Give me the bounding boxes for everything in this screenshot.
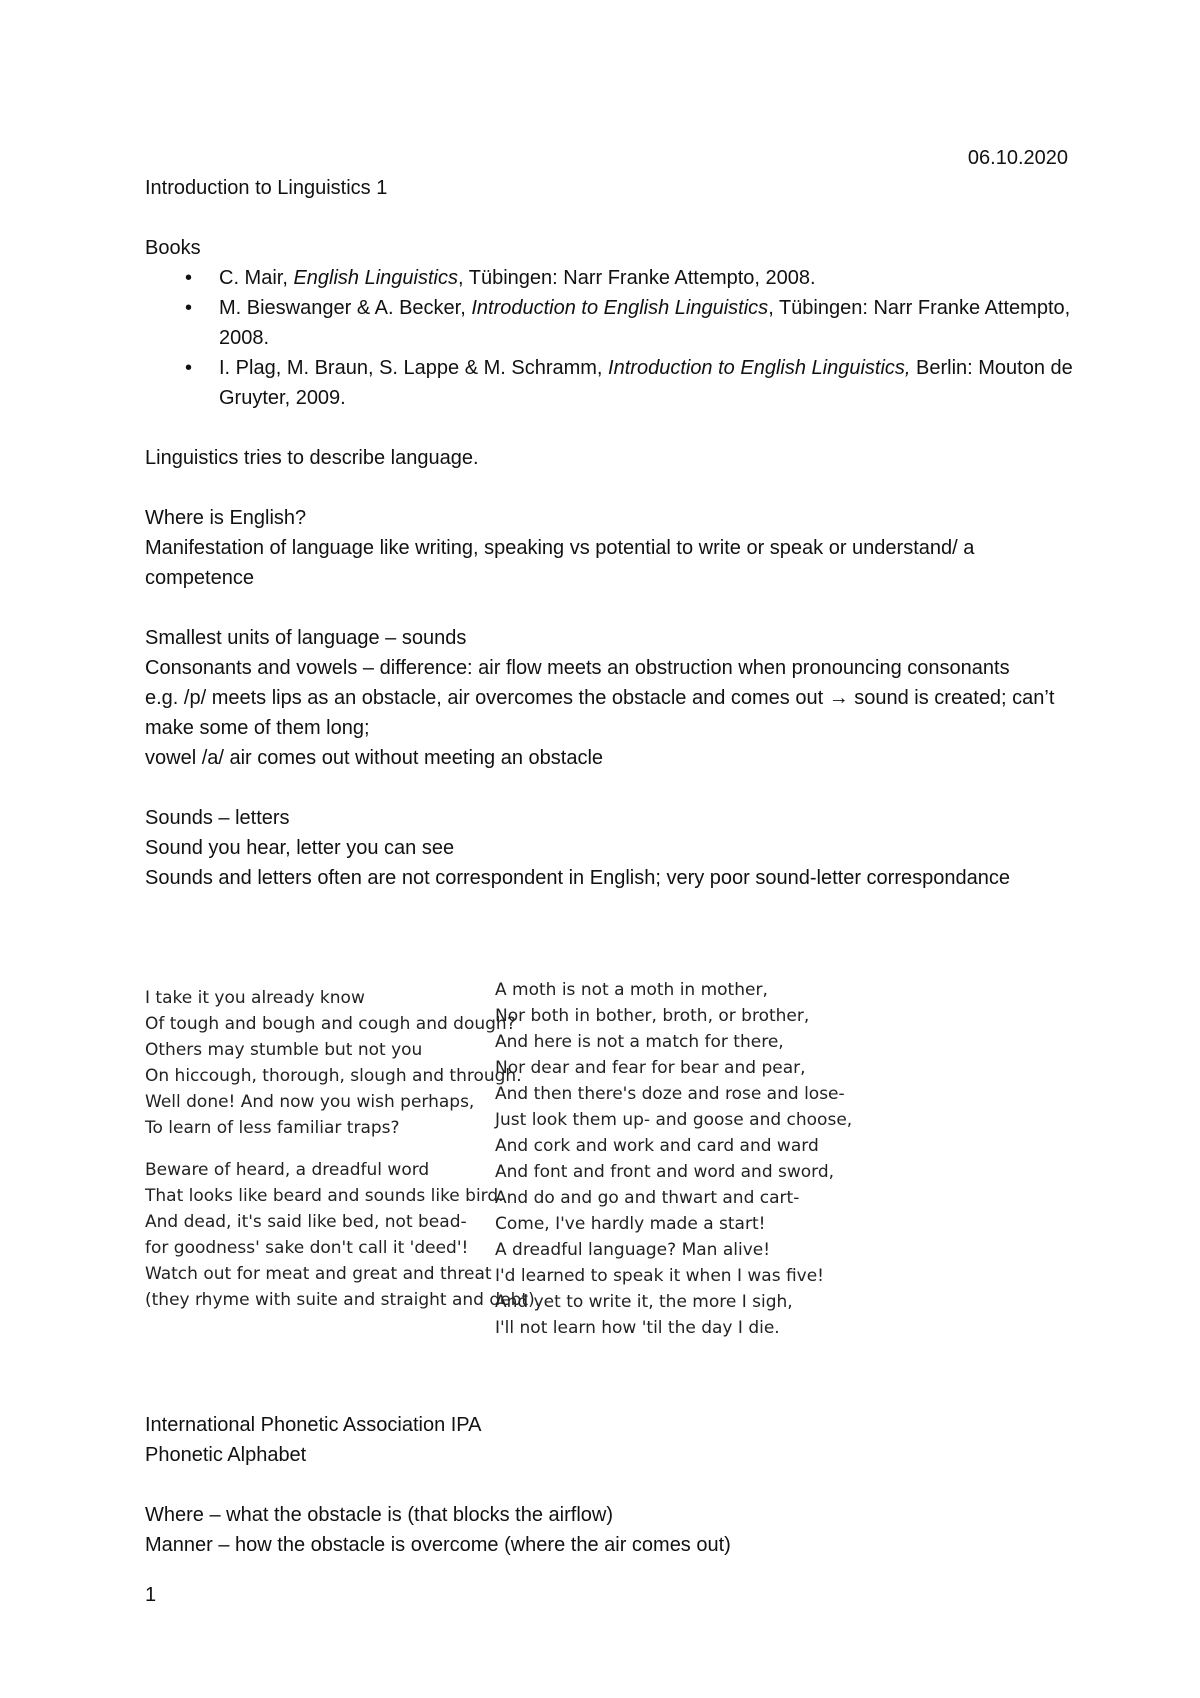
poem-right-column bbox=[495, 977, 852, 1341]
letters-heading: Sounds – letters bbox=[145, 807, 290, 829]
poem-line: And dead, it's said like bed, not bead- bbox=[145, 1212, 467, 1232]
poem-line: And yet to write it, the more I sigh, bbox=[495, 1292, 793, 1312]
poem-line: And cork and work and card and ward bbox=[495, 1136, 819, 1156]
book-item: • C. Mair, English Linguistics, Tübingen: Narr Franke Attempto, 2008. bbox=[145, 263, 1085, 293]
poem-line: Nor dear and fear for bear and pear, bbox=[495, 1058, 806, 1078]
page-number: 1 bbox=[145, 1584, 157, 1606]
poem-line: I'd learned to speak it when I was five! bbox=[495, 1266, 824, 1286]
poem-line: On hiccough, thorough, slough and through. bbox=[145, 1066, 522, 1086]
bullet-icon: • bbox=[185, 267, 193, 289]
ipa-subheading: Phonetic Alphabet bbox=[145, 1444, 307, 1466]
poem-line: I take it you already know bbox=[145, 988, 365, 1008]
poem-line: for goodness' sake don't call it 'deed'! bbox=[145, 1238, 469, 1258]
books-list bbox=[145, 263, 1085, 413]
poem-line: That looks like beard and sounds like bird. bbox=[145, 1186, 504, 1206]
book-title: English Linguistics bbox=[293, 267, 458, 289]
letters-line: Sound you hear, letter you can see bbox=[145, 837, 455, 859]
book-title: Introduction to English Linguistics, bbox=[608, 357, 911, 379]
books-heading: Books bbox=[145, 237, 201, 259]
poem-line: Come, I've hardly made a start! bbox=[495, 1214, 766, 1234]
main-content bbox=[145, 173, 1085, 893]
poem-line: (they rhyme with suite and straight and debt). bbox=[145, 1290, 541, 1310]
bullet-icon: • bbox=[185, 297, 193, 319]
poem-line: Beware of heard, a dreadful word bbox=[145, 1160, 430, 1180]
date: 06.10.2020 bbox=[967, 147, 1068, 169]
book-title: Introduction to English Linguistics bbox=[471, 297, 769, 319]
ipa-where: Where – what the obstacle is (that blocks the airflow) bbox=[145, 1504, 613, 1526]
poem-line: And here is not a match for there, bbox=[495, 1032, 784, 1052]
poem-line: Of tough and bough and cough and dough? bbox=[145, 1014, 516, 1034]
poem-line: Well done! And now you wish perhaps, bbox=[145, 1092, 475, 1112]
poem-line: A moth is not a moth in mother, bbox=[495, 980, 768, 1000]
page-title: Introduction to Linguistics 1 bbox=[145, 177, 388, 199]
sounds-heading: Smallest units of language – sounds bbox=[145, 627, 467, 649]
bullet-icon: • bbox=[185, 357, 193, 379]
ipa-manner: Manner – how the obstacle is overcome (where the air comes out) bbox=[145, 1534, 731, 1556]
sounds-line: Consonants and vowels – difference: air flow meets an obstruction when pronouncing consonants bbox=[145, 657, 1010, 679]
poem-line: Just look them up- and goose and choose, bbox=[495, 1110, 853, 1130]
poem-line: Watch out for meat and great and threat bbox=[145, 1264, 492, 1284]
ipa-heading: International Phonetic Association IPA bbox=[145, 1414, 482, 1436]
poem-line: Others may stumble but not you bbox=[145, 1040, 423, 1060]
ipa-section bbox=[145, 1410, 1085, 1560]
poem-line: Nor both in bother, broth, or brother, bbox=[495, 1006, 810, 1026]
book-item: • I. Plag, M. Braun, S. Lappe & M. Schramm, Introduction to English Linguistics, Berlin: Mouton de Gruyter, 2009. bbox=[145, 353, 1085, 413]
poem-line: A dreadful language? Man alive! bbox=[495, 1240, 771, 1260]
poem-line: And do and go and thwart and cart- bbox=[495, 1188, 800, 1208]
poem-line: I'll not learn how 'til the day I die. bbox=[495, 1318, 780, 1338]
poem-line: And font and front and word and sword, bbox=[495, 1162, 835, 1182]
book-item: • M. Bieswanger & A. Becker, Introduction to English Linguistics, Tübingen: Narr Franke Attempto, 2008. bbox=[145, 293, 1085, 353]
where-question: Where is English? bbox=[145, 507, 307, 529]
poem-left-column bbox=[145, 985, 540, 1313]
poem-line: And then there's doze and rose and lose- bbox=[495, 1084, 845, 1104]
intro-line: Linguistics tries to describe language. bbox=[145, 447, 479, 469]
sounds-example: e.g. /p/ meets lips as an obstacle, air overcomes the obstacle and comes out → sound is created; can’t make some of them long; bbox=[145, 687, 1055, 739]
where-answer: Manifestation of language like writing, speaking vs potential to write or speak or understand/ a competence bbox=[145, 537, 975, 589]
arrow-right-icon: → bbox=[828, 687, 849, 709]
letters-line: Sounds and letters often are not correspondent in English; very poor sound-letter correspondance bbox=[145, 867, 1010, 889]
poem-line: To learn of less familiar traps? bbox=[145, 1118, 400, 1138]
vowel-line: vowel /a/ air comes out without meeting an obstacle bbox=[145, 747, 604, 769]
